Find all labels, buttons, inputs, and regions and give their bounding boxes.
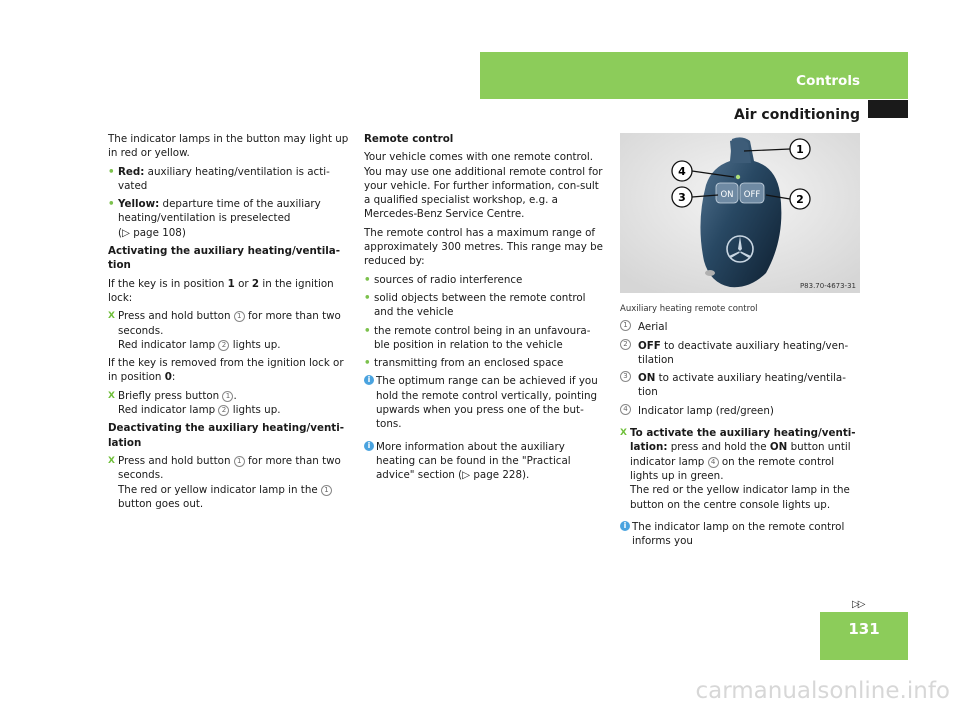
bullet-text: departure time of the auxiliary heating/ventilation is preselected — [118, 198, 321, 225]
text-fragment: . — [233, 389, 237, 402]
watermark: carmanualsonline.info — [695, 678, 950, 704]
legend-text: Aerial — [638, 321, 668, 334]
bullet-text: sources of radio interference — [374, 273, 523, 286]
info-note-indicator — [620, 520, 864, 549]
text-fragment: Red indicator lamp — [118, 338, 219, 351]
callout-4: 4 — [620, 404, 631, 415]
step-brief-press — [108, 389, 352, 418]
callout-3: 3 — [620, 371, 631, 382]
callout-4-marker — [672, 161, 692, 181]
page-reference-link[interactable]: (▷ page 108) — [118, 226, 186, 239]
callout-number: 3 — [678, 191, 686, 204]
remote-control-illustration — [620, 133, 860, 293]
text-fragment: on the remote control lights up in green. — [630, 455, 835, 482]
on-button-label: ON — [720, 190, 734, 200]
info-text: The optimum range can be achieved if you hold the remote control vertically, pointing upwards when you press one of the but-tons. — [376, 375, 598, 431]
range-bullet — [364, 324, 606, 353]
intro-paragraph: The indicator lamps in the button may light up in red or yellow. — [108, 133, 349, 160]
step-arrow-icon: X — [108, 390, 115, 401]
text-fragment: for more than two seconds. — [118, 310, 341, 337]
text-fragment: The red or yellow indicator lamp in the — [118, 483, 321, 496]
on-label: ON — [769, 441, 788, 454]
step-deactivate — [108, 454, 352, 511]
column-middle — [364, 132, 606, 487]
bullet-text: solid objects between the remote control and the vehicle — [374, 291, 586, 319]
column-left — [108, 132, 352, 515]
key-position-2: 2 — [251, 277, 260, 290]
text-fragment: lights up. — [229, 404, 281, 417]
callout-1: 1 — [222, 391, 233, 402]
legend-item-1 — [620, 320, 864, 334]
legend-label: OFF — [638, 339, 661, 352]
legend-text: to activate auxiliary heating/ventila-tion — [638, 372, 846, 399]
bullet-text: transmitting from an enclosed space — [374, 357, 564, 370]
info-text: The indicator lamp on the remote control informs you — [632, 520, 845, 548]
key-removed-paragraph — [108, 356, 352, 385]
page-title: Air conditioning — [734, 107, 860, 123]
key-position-paragraph — [108, 277, 352, 306]
callout-number: 1 — [796, 143, 804, 156]
legend-item-4 — [620, 404, 864, 418]
section-title: Controls — [796, 73, 860, 89]
legend-item-2 — [620, 339, 864, 368]
text-fragment: press and hold the — [667, 441, 770, 454]
text-fragment: button until indicator lamp — [630, 441, 851, 468]
range-bullet — [364, 273, 606, 287]
text-fragment: Press and hold button — [118, 310, 234, 323]
off-button-label: OFF — [743, 190, 761, 200]
text-fragment: for more than two seconds. — [118, 454, 341, 482]
bullet-yellow — [108, 197, 352, 240]
key-position-0: 0 — [164, 371, 172, 384]
callout-2: 2 — [620, 339, 631, 350]
text-fragment: If the key is removed from the ignition lock or in position — [108, 357, 344, 384]
bullet-label: Yellow: — [118, 198, 160, 211]
callout-number: 4 — [678, 165, 686, 178]
callout-number: 2 — [796, 193, 804, 206]
info-icon: i — [364, 375, 374, 385]
page-number: 131 — [848, 620, 880, 638]
heading-activate: Activating the auxiliary heating/ventila-tion — [108, 245, 340, 272]
bullet-marker: • — [364, 291, 371, 304]
bullet-marker: • — [108, 198, 115, 211]
legend-text: Indicator lamp (red/green) — [638, 404, 774, 417]
bullet-label: Red: — [118, 165, 145, 178]
text-fragment: If the key is in position — [108, 277, 228, 290]
bullet-marker: • — [364, 324, 371, 337]
step-activate-remote — [620, 426, 864, 512]
text-fragment: Briefly press button — [118, 389, 223, 402]
step-arrow-icon: X — [108, 311, 115, 322]
callout-1: 1 — [234, 311, 245, 322]
bullet-marker: • — [364, 357, 371, 370]
text-fragment: : — [171, 371, 176, 384]
text-fragment: lights up. — [229, 338, 281, 351]
callout-2: 2 — [218, 405, 229, 416]
bullet-marker: • — [364, 273, 371, 286]
info-note-range — [364, 374, 606, 431]
text-fragment: or — [234, 277, 252, 290]
step-press-hold — [108, 309, 352, 352]
info-icon: i — [620, 521, 630, 531]
key-ring-loop — [705, 270, 715, 276]
remote-control-photo — [620, 133, 860, 293]
text-fragment: The red or the yellow indicator lamp in the button on the centre console lights up. — [630, 484, 850, 511]
remote-paragraph-2: The remote control has a maximum range of approximately 300 metres. This range may be reduced by: — [364, 226, 603, 268]
step-arrow-icon: X — [620, 428, 627, 439]
callout-1: 1 — [234, 456, 245, 467]
info-icon: i — [364, 441, 374, 451]
legend-text: to deactivate auxiliary heating/ven-tilation — [638, 339, 849, 366]
text-fragment: button goes out. — [118, 497, 204, 510]
legend-item-3 — [620, 371, 864, 400]
page-title-tab — [868, 100, 908, 118]
step-label: To activate the auxiliary heating/venti-lation: — [630, 427, 856, 454]
step-arrow-icon: X — [108, 455, 115, 466]
bullet-marker: • — [108, 165, 115, 178]
bullet-text: the remote control being in an unfavoura-ble position in relation to the vehicle — [374, 324, 591, 351]
callout-1: 1 — [321, 485, 332, 496]
callout-1-marker — [790, 139, 810, 159]
heading-deactivate: Deactivating the auxiliary heating/venti-lation — [108, 422, 345, 449]
continue-arrow-icon: ▷▷ — [852, 599, 864, 610]
column-right — [620, 302, 864, 552]
page-number-box — [820, 612, 908, 660]
legend-label: ON — [638, 372, 656, 385]
info-note-practical-advice — [364, 440, 606, 483]
callout-1: 1 — [620, 320, 631, 331]
heading-remote-control: Remote control — [364, 133, 454, 145]
bullet-red — [108, 165, 352, 194]
callout-2-marker — [790, 189, 810, 209]
figure-code: P83.70-4673-31 — [799, 282, 856, 290]
callout-3-marker — [672, 187, 692, 207]
bullet-text: auxiliary heating/ventilation is acti-vated — [118, 165, 330, 192]
callout-2: 2 — [218, 340, 229, 351]
range-bullet — [364, 356, 606, 370]
text-fragment: Red indicator lamp — [118, 404, 219, 417]
remote-paragraph-1: Your vehicle comes with one remote control. You may use one additional remote control for your vehicle. For further information, con-sult a qualified specialist workshop, e.g. a Mercedes-Benz Service Centre. — [364, 151, 603, 221]
key-position-1: 1 — [227, 277, 235, 290]
indicator-lamp — [736, 175, 740, 179]
info-text: More information about the auxiliary heating can be found in the "Practical advice" section (▷ page 228). — [376, 440, 571, 482]
figure-caption: Auxiliary heating remote control — [620, 304, 758, 314]
callout-4: 4 — [708, 457, 719, 468]
text-fragment: in the ignition lock: — [108, 277, 334, 304]
text-fragment: Press and hold button — [118, 454, 234, 467]
range-bullet — [364, 291, 606, 320]
